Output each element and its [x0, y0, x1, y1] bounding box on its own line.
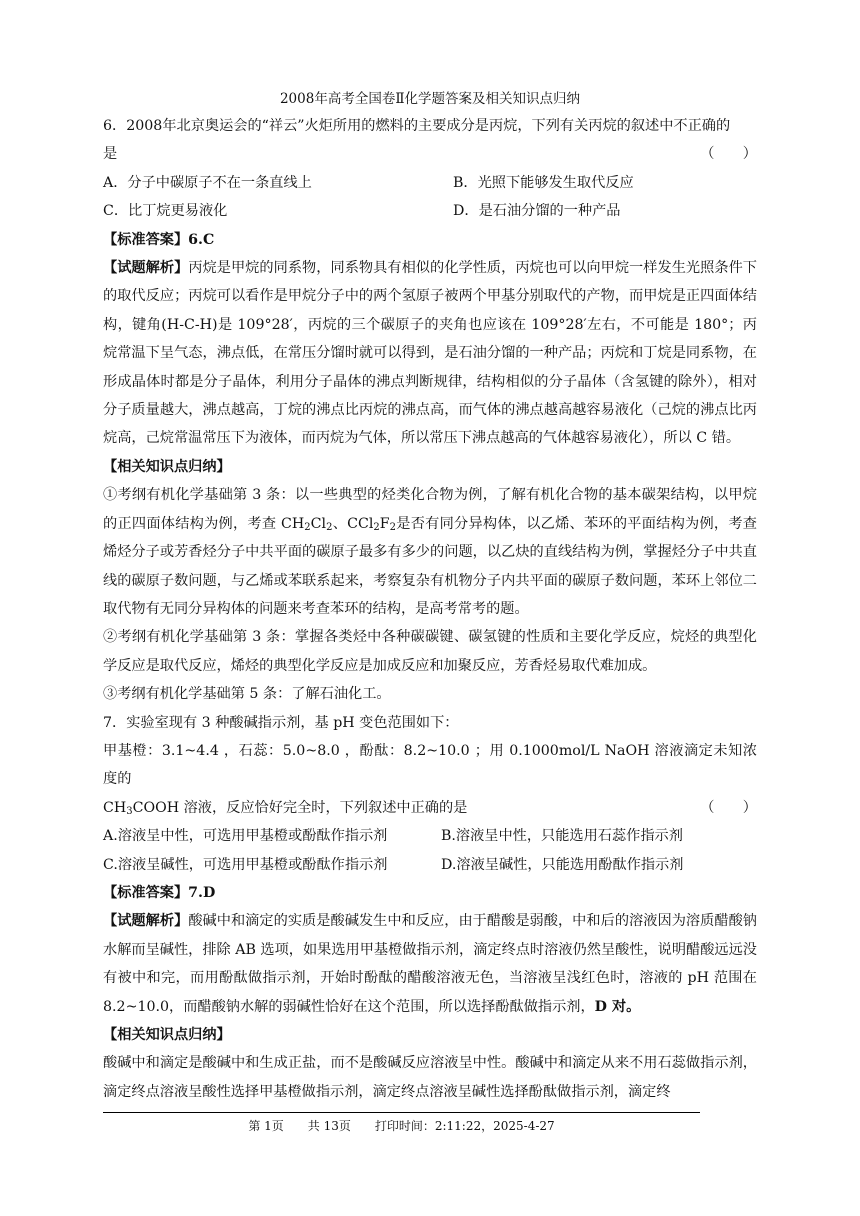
q7-answer-bracket: （ ） — [700, 799, 757, 816]
q7-analysis-text: 酸碱中和滴定的实质是酸碱发生中和反应，由于醋酸是弱酸，中和后的溶液因为溶质醋酸钠水解而呈碱性，排除 AB 选项，如果选用甲基橙做指示剂，滴定终点时溶液仍然呈酸性，说明醋酸远远没有被中和完，而用酚酞做指示剂，开始时酚酞的醋酸溶液无色，当溶液呈浅红色时，溶液的 pH 范围在 8.2~10.0，而醋酸钠水解的弱碱性恰好在这个范围，所以选择酚酞做指示剂， — [103, 913, 757, 1015]
q7-analysis-end: D 对。 — [594, 998, 641, 1015]
q6-option-d: D．是石油分馏的一种产品 — [453, 203, 621, 220]
q6-analysis-text: 丙烷是甲烷的同系物，同系物具有相似的化学性质，丙烷也可以向甲烷一样发生光照条件下的取代反应；丙烷可以看作是甲烷分子中的两个氢原子被两个甲基分别取代的产物，而甲烷是正四面体结构，键角(H-C-H)是 109°28′，丙烷的三个碳原子的夹角也应该在 109°28′左右，不可能是 180°；丙烷常温下呈气态，沸点低，在常压分馏时就可以得到，是石油分馏的一种产品；丙烷和丁烷是同系物，在形成晶体时都是分子晶体，利用分子晶体的沸点判断规律，结构相似的分子晶体（含氢键的除外），相对分子质量越大，沸点越高，丁烷的沸点比丙烷的沸点高，而气体的沸点越高越容易液化（己烷的沸点比丙烷高，己烷常温常压下为液体，而丙烷为气体，所以常压下沸点越高的气体越容易液化），所以 C 错。 — [103, 260, 757, 447]
q6-k1-text-e: 是否有同分异构体，以乙烯、苯环的平面结构为例，考查烯烃分子或芳香烃分子中共平面的碳原子最多有多少的问题，以乙炔的直线结构为例，掌握烃分子中共直线的碳原子数问题，与乙烯或苯联系起来，考察复杂有机物分子内共平面的碳原子数问题，苯环上邻位二取代物有无同分异构体的问题来考查苯环的结构，是高考常考的题。 — [103, 515, 757, 617]
q7-options-row2 — [103, 851, 757, 879]
q6-answer-value: 6.C — [188, 231, 215, 248]
q6-options-row1 — [103, 169, 757, 197]
q7-options-row1 — [103, 822, 757, 850]
q7-option-d: D.溶液呈碱性，只能选用酚酞作指示剂 — [441, 856, 684, 873]
q6-stem: 6．2008年北京奥运会的“祥云”火炬所用的燃料的主要成分是丙烷，下列有关丙烷的叙述中不正确的 — [103, 118, 731, 134]
q6-k1-sub1: 2 — [304, 521, 311, 533]
q6-answer-label: 【标准答案】 — [103, 231, 189, 248]
q6-k1-text-a: ①考纲有机化学基础第 3 条：以一些典型的烃类化合物为例，了解有机化合物的基本碳架结构，以甲烷的正四面体结构为例，考查 CH — [103, 487, 757, 532]
q7-answer-value: 7.D — [188, 884, 216, 901]
q7-cooh-text: COOH 溶液，反应恰好完全时，下列叙述中正确的是 — [132, 799, 468, 816]
q7-stem-line3-text — [103, 794, 467, 822]
q6-knowledge-2: ②考纲有机化学基础第 3 条：掌握各类烃中各种碳碳键、碳氢键的性质和主要化学反应，烷烃的典型化学反应是取代反应，烯烃的典型化学反应是加成反应和加聚反应，芳香烃易取代难加成。 — [103, 629, 757, 674]
q6-k1-text-d: F — [379, 515, 390, 532]
q6-stem-line2 — [103, 140, 757, 168]
q6-knowledge-1 — [103, 481, 757, 623]
q6-options-row2 — [103, 197, 757, 225]
q7-option-b: B.溶液呈中性，只能选用石蕊作指示剂 — [441, 828, 683, 845]
q6-k1-sub2: 2 — [326, 521, 333, 533]
q7-stem-line2: 甲基橙：3.1~4.4 ，石蕊：5.0~8.0 ，酚酞：8.2~10.0 ；用 0.1000mol/L NaOH 溶液滴定未知浓度的 — [103, 742, 757, 788]
q6-analysis — [103, 254, 757, 453]
q6-knowledge-3: ③考纲有机化学基础第 5 条：了解石油化工。 — [103, 686, 391, 703]
q7-knowledge-label: 【相关知识点归纳】 — [103, 1027, 231, 1043]
q6-option-c: C．比丁烷更易液化 — [103, 203, 228, 220]
q7-analysis-label: 【试题解析】 — [103, 913, 189, 930]
document-page — [103, 90, 757, 1106]
document-title: 2008年高考全国卷Ⅱ化学题答案及相关知识点归纳 — [279, 91, 581, 107]
q7-stem: 7．实验室现有 3 种酸碱指示剂，基 pH 变色范围如下： — [103, 714, 459, 731]
q7-option-a: A.溶液呈中性，可选用甲基橙或酚酞作指示剂 — [103, 828, 388, 845]
q7-option-c: C.溶液呈碱性，可选用甲基橙或酚酞作指示剂 — [103, 856, 388, 873]
q7-knowledge-1: 酸碱中和滴定是酸碱中和生成正盐，而不是酸碱反应溶液呈中性。酸碱中和滴定从来不用石蕊做指示剂，滴定终点溶液呈酸性选择甲基橙做指示剂，滴定终点溶液呈碱性选择酚酞做指示剂，滴定终 — [103, 1055, 757, 1100]
q6-answer-bracket: （ ） — [700, 146, 757, 163]
q6-option-a: A．分子中碳原子不在一条直线上 — [103, 174, 312, 191]
q7-answer-label: 【标准答案】 — [103, 884, 189, 901]
q6-k1-sub3: 2 — [373, 521, 380, 533]
q6-analysis-label: 【试题解析】 — [103, 260, 189, 277]
q6-stem-end: 是 — [103, 146, 118, 163]
q6-option-b: B．光照下能够发生取代反应 — [453, 174, 634, 191]
q6-standard-answer — [103, 226, 757, 254]
q7-ch-sub: 3 — [126, 805, 133, 817]
footer-divider — [103, 1112, 700, 1113]
q7-standard-answer — [103, 879, 757, 907]
q7-analysis — [103, 907, 757, 1021]
q6-k1-text-c: 、CCl — [332, 515, 374, 532]
q7-stem-line3 — [103, 794, 757, 822]
q6-k1-text-b: Cl — [310, 515, 327, 532]
page-footer: 第 1页 共 13页 打印时间：2:11:22，2025-4-27 — [248, 1119, 555, 1133]
q6-knowledge-label: 【相关知识点归纳】 — [103, 458, 231, 475]
q7-ch-text: CH — [103, 799, 127, 816]
q6-k1-sub4: 2 — [389, 521, 396, 533]
